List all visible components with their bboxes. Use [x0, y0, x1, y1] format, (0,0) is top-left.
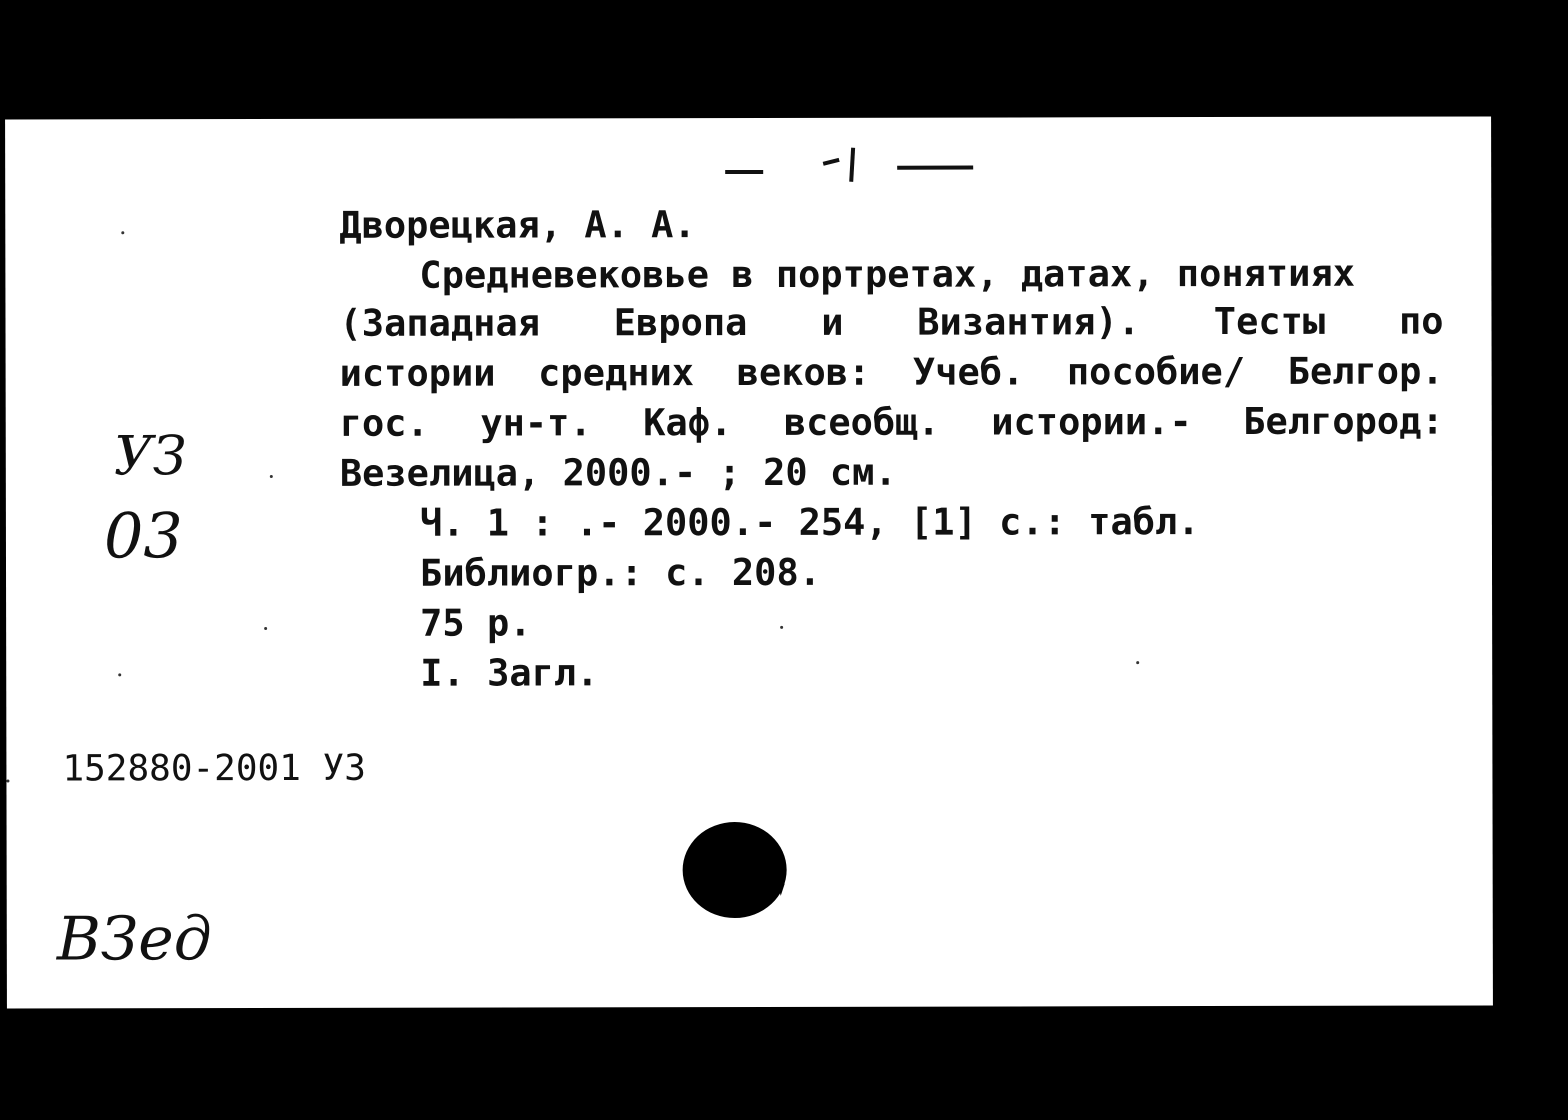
- handwritten-shelf-mark-line2: 03: [103, 499, 183, 573]
- scan-speck: [121, 231, 124, 234]
- bibliography-note: Библиогр.: с. 208.: [419, 550, 822, 595]
- handwritten-shelf-mark-line1: УЗ: [113, 424, 187, 488]
- inventory-number: 152880-2001 УЗ: [62, 747, 366, 790]
- scan-speck: [780, 626, 783, 629]
- title-line-1: Средневековье в портретах, датах, понятиях: [419, 251, 1356, 297]
- title-line-4: гос. ун-т. Каф. всеобщ. истории.- Белгород:: [339, 399, 1444, 445]
- volume-line: Ч. 1 : .- 2000.- 254, [1] с.: табл.: [419, 500, 1200, 545]
- author-heading: Дворецкая, А. А.: [339, 203, 696, 247]
- scan-speck: [264, 627, 267, 630]
- title-line-3: истории средних веков: Учеб. пособие/ Белгор.: [339, 349, 1444, 395]
- index-entry: I. Загл.: [420, 651, 599, 695]
- punch-hole: [681, 818, 791, 920]
- price: 75 р.: [420, 601, 532, 645]
- scan-speck: [1136, 661, 1139, 664]
- handwritten-note-bottom: ВЗед: [56, 904, 212, 975]
- catalog-card: [5, 116, 1493, 1008]
- scan-speck: [118, 673, 121, 676]
- title-line-5: Везелица, 2000.- ; 20 см.: [339, 450, 897, 495]
- scan-speck: [6, 780, 9, 783]
- title-line-2: (Западная Европа и Византия). Тесты по: [339, 299, 1444, 345]
- scan-speck: [270, 475, 273, 478]
- page-mark: [717, 130, 979, 187]
